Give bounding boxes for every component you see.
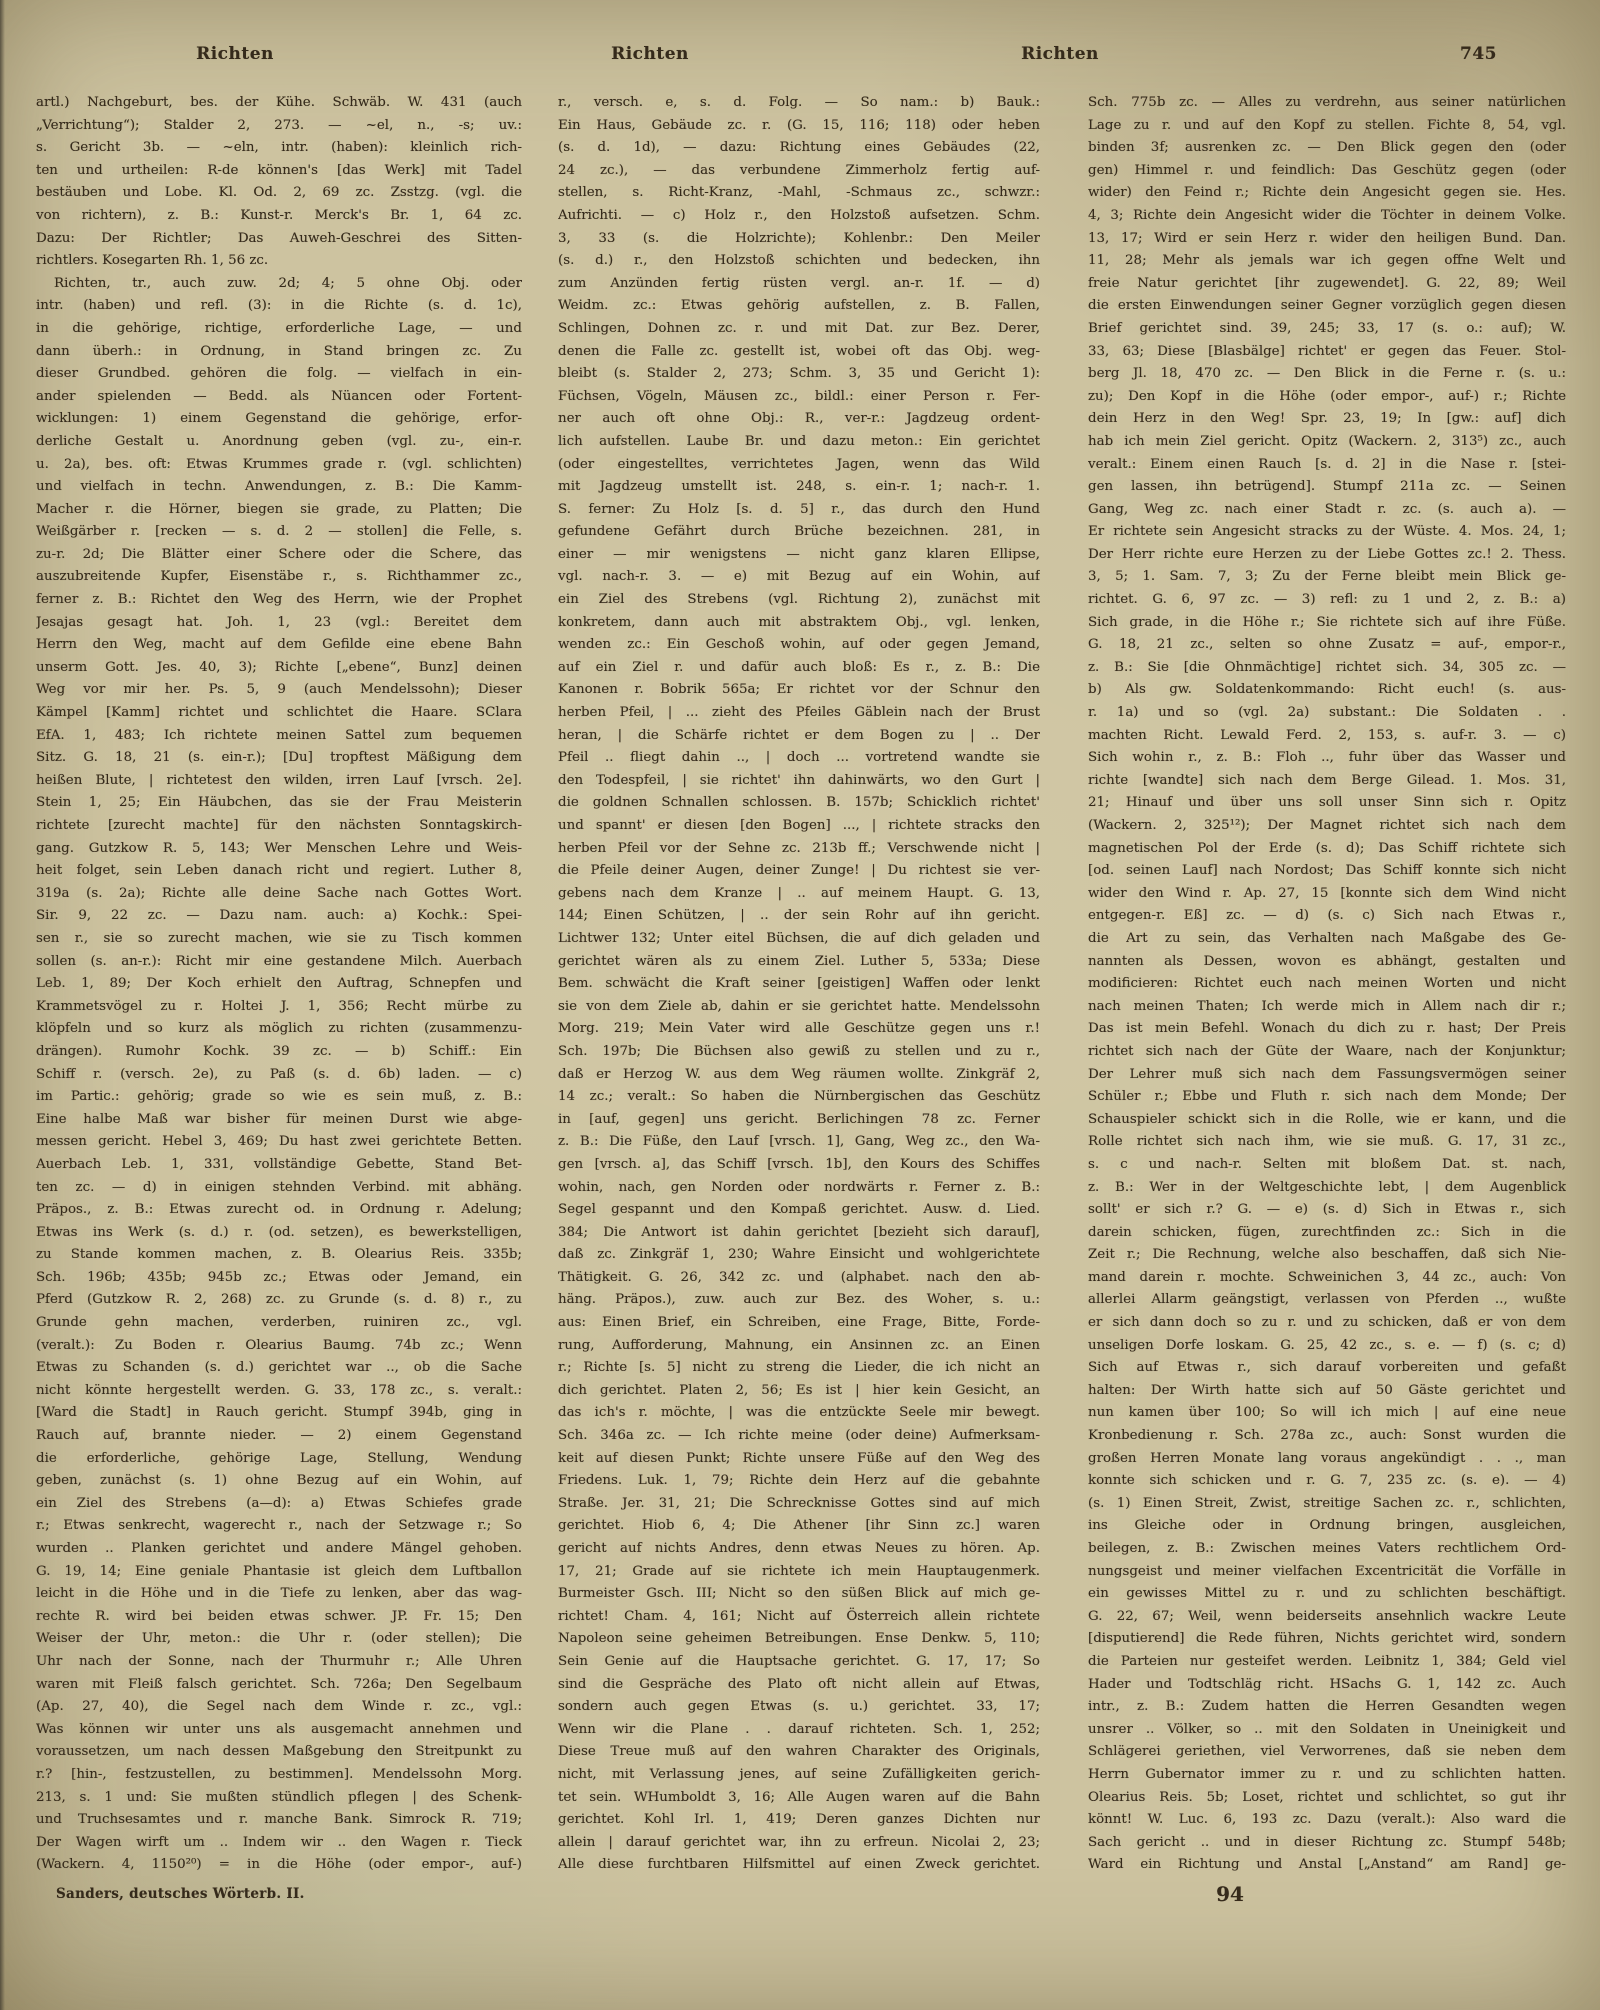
text-line: Ward ein Richtung und Anstal [„Anstand“ am Rand] ge- bbox=[1088, 1857, 1566, 1873]
text-line: beilegen, z. B.: Zwischen meines Vaters rechtlichem Ord- bbox=[1088, 1541, 1566, 1556]
text-line: die ersten Einwendungen seiner Gegner vorzüglich gegen diesen bbox=[1088, 298, 1566, 314]
text-line: 3, 5; 1. Sam. 7, 3; Zu der Ferne bleibt mein Blick ge- bbox=[1088, 569, 1566, 585]
text-line: heit folget, sein Leben danach richt und regiert. Luther 8, bbox=[36, 863, 522, 879]
text-line: derliche Gestalt u. Anordnung geben (vgl. zu-, ein-r. bbox=[36, 433, 522, 449]
text-line: und vielfach in techn. Anwendungen, z. B.: Die Kamm- bbox=[36, 479, 522, 495]
text-line: entgegen-r. Eß] zc. — d) (s. c) Sich nach Etwas r., bbox=[1088, 908, 1566, 924]
text-line: Richten, tr., auch zuw. 2d; 4; 5 ohne Obj. oder bbox=[54, 275, 522, 291]
text-line: ner auch oft ohne Obj.: R., ver-r.: Jagdzeug ordent- bbox=[558, 411, 1040, 427]
text-line: waren mit Fleiß falsch gerichtet. Sch. 726a; Den Segelbaum bbox=[36, 1676, 522, 1692]
text-line: unserm Gott. Jes. 40, 3); Richte [„ebene“, Bunz] deinen bbox=[36, 659, 522, 675]
text-line: das ich's r. möchte, | was die entzückte Seele mir bewegt. bbox=[558, 1405, 1040, 1421]
text-line: Lage zu r. und auf den Kopf zu stellen. Fichte 8, 54, vgl. bbox=[1088, 117, 1566, 133]
text-line: b) Als gw. Soldatenkommando: Richt euch! (s. aus- bbox=[1088, 682, 1566, 698]
column-2 bbox=[558, 92, 1040, 1877]
text-line: von richtern), z. B.: Kunst-r. Merck's Br. 1, 64 zc. bbox=[36, 207, 522, 223]
text-line: Füchsen, Vögeln, Mäusen zc., bildl.: einer Person r. Fer- bbox=[558, 388, 1040, 404]
text-line: Sein Genie auf die Hauptsache gerichtet. G. 17, 17; So bbox=[558, 1653, 1040, 1669]
text-line: modificieren: Richtet euch nach meinen Worten und nicht bbox=[1088, 976, 1566, 992]
text-line: gebens nach dem Kranze | .. auf meinem Haupt. G. 13, bbox=[558, 885, 1040, 901]
text-line: Sch. 197b; Die Büchsen also gewiß zu stellen und zu r., bbox=[558, 1043, 1040, 1059]
text-line: in [auf, gegen] uns gericht. Berlichingen 78 zc. Ferner bbox=[558, 1111, 1040, 1127]
text-line: Morg. 219; Mein Vater wird alle Geschütze gegen uns r.! bbox=[558, 1021, 1040, 1037]
text-line: r.; Etwas senkrecht, wagerecht r., nach der Setzwage r.; So bbox=[36, 1518, 522, 1534]
text-line: Schüler r.; Ebbe und Fluth r. sich nach dem Monde; Der bbox=[1088, 1089, 1566, 1105]
text-line: den Todespfeil, | sie richtet' ihn dahinwärts, wo den Gurt | bbox=[558, 772, 1040, 788]
text-line: Auerbach Leb. 1, 331, vollständige Gebette, Stand Bet- bbox=[36, 1156, 522, 1172]
text-line: auszubreitende Kupfer, Eisenstäbe r., s. Richthammer zc., bbox=[36, 569, 522, 585]
text-line: richtet. G. 6, 97 zc. — 3) refl: zu 1 und 2, z. B.: a) bbox=[1088, 592, 1566, 608]
text-line: Straße. Jer. 31, 21; Die Schrecknisse Gottes sind auf mich bbox=[558, 1495, 1040, 1511]
text-line: Friedens. Luk. 1, 79; Richte dein Herz auf die gebahnte bbox=[558, 1473, 1040, 1489]
text-line: Sitz. G. 18, 21 (s. ein-r.); [Du] tropftest Mäßigung dem bbox=[36, 750, 522, 766]
text-line: s. Gericht 3b. — ~eln, intr. (haben): kleinlich rich- bbox=[36, 140, 522, 156]
text-line: Etwas ins Werk (s. d.) r. (od. setzen), es bewerkstelligen, bbox=[36, 1224, 522, 1240]
text-line: Präpos., z. B.: Etwas zurecht od. in Ordnung r. Adelung; bbox=[36, 1202, 522, 1218]
text-line: ein Ziel des Strebens (a—d): a) Etwas Schiefes grade bbox=[36, 1495, 522, 1511]
text-line: (Ap. 27, 40), die Segel nach dem Winde r. zc., vgl.: bbox=[36, 1699, 522, 1715]
text-line: richtete [zurecht machte] für den nächsten Sonntagskirch- bbox=[36, 818, 522, 833]
text-line: 144; Einen Schützen, | .. der sein Rohr auf ihn gericht. bbox=[558, 908, 1040, 924]
text-line: Sich grade, in die Höhe r.; Sie richtete sich auf ihre Füße. bbox=[1088, 614, 1566, 630]
text-line: Pfeil .. fliegt dahin .., | doch ... vortretend wandte sie bbox=[558, 750, 1040, 766]
text-line: dein Herz in den Weg! Spr. 23, 19; In [gw.: auf] dich bbox=[1088, 411, 1566, 427]
text-line: richtet! Cham. 4, 161; Nicht auf Österreich allein richtete bbox=[558, 1608, 1040, 1624]
text-line: zu-r. 2d; Die Blätter einer Schere oder die Schere, das bbox=[36, 546, 522, 562]
text-line: wider) den Feind r.; Richte dein Angesicht gegen sie. Hes. bbox=[1088, 185, 1566, 201]
page-number: 745 bbox=[1460, 44, 1497, 64]
text-line: z. B.: Wer in der Weltgeschichte lebt, | dem Augenblick bbox=[1088, 1179, 1566, 1195]
text-line: denen die Falle zc. gestellt ist, wobei oft das Obj. weg- bbox=[558, 343, 1040, 359]
text-line: nicht könnte hergestellt werden. G. 33, 178 zc., s. veralt.: bbox=[36, 1382, 522, 1398]
text-line: allerlei Allarm geängstigt, verlassen von Pferden .., wußte bbox=[1088, 1292, 1566, 1308]
text-line: nun kamen über 100; So will ich mich | auf eine neue bbox=[1088, 1405, 1566, 1421]
text-line: tet sein. WHumboldt 3, 16; Alle Augen waren auf die Bahn bbox=[558, 1789, 1040, 1805]
text-line: Weidm. zc.: Etwas gehörig aufstellen, z. B. Fallen, bbox=[558, 298, 1040, 314]
text-line: keit auf diesen Punkt; Richte unsere Füße auf den Weg des bbox=[558, 1450, 1040, 1466]
text-line: magnetischen Pol der Erde (s. d); Das Schiff richtete sich bbox=[1088, 840, 1566, 856]
text-line: rung, Aufforderung, Mahnung, ein Ansinnen zc. an Einen bbox=[558, 1337, 1040, 1353]
text-line: dich gerichtet. Platen 2, 56; Es ist | hier kein Gesicht, an bbox=[558, 1382, 1040, 1398]
text-line: dann überh.: in Ordnung, in Stand bringen zc. Zu bbox=[36, 343, 522, 359]
text-line: zu); Den Kopf in die Höhe (oder empor-, auf-) r.; Richte bbox=[1088, 388, 1566, 404]
running-title-center: Richten bbox=[611, 44, 689, 64]
text-line: richte [wandte] sich nach dem Berge Gilead. 1. Mos. 31, bbox=[1088, 772, 1566, 788]
text-line: ins Gleiche oder in Ordnung bringen, ausgleichen, bbox=[1088, 1518, 1566, 1534]
text-line: vgl. nach-r. 3. — e) mit Bezug auf ein Wohin, auf bbox=[558, 569, 1040, 585]
text-line: r.; Richte [s. 5] nicht zu streng die Lieder, die ich nicht an bbox=[558, 1360, 1040, 1376]
text-line: Olearius Reis. 5b; Loset, richtet und schlichtet, so gut ihr bbox=[1088, 1789, 1566, 1805]
text-line: 4, 3; Richte dein Angesicht wider die Töchter in deinem Volke. bbox=[1088, 207, 1566, 223]
text-line: 13, 17; Wird er sein Herz r. wider den heiligen Bund. Dan. bbox=[1088, 230, 1566, 246]
text-line: Krammetsvögel zu r. Holtei J. 1, 356; Recht mürbe zu bbox=[36, 998, 522, 1014]
text-line: 24 zc.), — das verbundene Zimmerholz fertig auf- bbox=[558, 162, 1040, 178]
text-line: ein Ziel des Strebens (vgl. Richtung 2), zunächst mit bbox=[558, 592, 1040, 608]
text-line: großen Herren Monate lang voraus angekündigt . . ., man bbox=[1088, 1450, 1566, 1466]
text-line: wurden .. Planken gerichtet und andere Mängel gehoben. bbox=[36, 1541, 522, 1556]
text-line: lich aufstellen. Laube Br. und dazu meton.: Ein gerichtet bbox=[558, 433, 1040, 449]
text-line: Rauch auf, brannte nieder. — 2) einem Gegenstand bbox=[36, 1428, 522, 1444]
text-line: konkretem, dann auch mit abstraktem Obj., vgl. lenken, bbox=[558, 614, 1040, 630]
text-line: gang. Gutzkow R. 5, 143; Wer Menschen Lehre und Weis- bbox=[36, 840, 522, 856]
text-line: richtet sich nach der Güte der Waare, nach der Konjunktur; bbox=[1088, 1043, 1566, 1059]
text-line: nungsgeist und meiner vielfachen Excentricität die Vorfälle in bbox=[1088, 1563, 1566, 1579]
text-line: intr. (haben) und refl. (3): in die Richte (s. d. 1c), bbox=[36, 298, 522, 314]
text-line: u. 2a), bes. oft: Etwas Krummes grade r. (vgl. schlichten) bbox=[36, 456, 522, 472]
text-line: zum Anzünden fertig rüsten vergl. an-r. 1f. — d) bbox=[558, 275, 1040, 291]
text-line: (Wackern. 2, 325¹²); Der Magnet richtet sich nach dem bbox=[1088, 818, 1566, 833]
text-line: veralt.: Einem einen Rauch [s. d. 2] in die Nase r. [stei- bbox=[1088, 456, 1566, 472]
text-line: gerichtet. Kohl Irl. 1, 419; Deren ganzes Dichten nur bbox=[558, 1812, 1040, 1828]
text-line: Schlägerei geriethen, viel Verworrenes, daß sie neben dem bbox=[1088, 1744, 1566, 1760]
text-line: mand darein r. mochte. Schweinichen 3, 44 zc., auch: Von bbox=[1088, 1269, 1566, 1285]
text-line: Hader und Todtschläg richt. HSachs G. 1, 142 zc. Auch bbox=[1088, 1676, 1566, 1692]
text-line: Brief gerichtet sind. 39, 245; 33, 17 (s. o.: auf); W. bbox=[1088, 320, 1566, 336]
text-line: z. B.: Sie [die Ohnmächtige] richtet sich. 34, 305 zc. — bbox=[1088, 659, 1566, 675]
text-line: einer — mir wenigstens — nicht ganz klaren Ellipse, bbox=[558, 546, 1040, 562]
text-line: die Pfeile deiner Augen, deiner Zunge! | Du richtest sie ver- bbox=[558, 863, 1040, 879]
text-line: wohin, nach, gen Norden oder nordwärts r. Ferner z. B.: bbox=[558, 1179, 1040, 1195]
text-line: Burmeister Gsch. III; Nicht so den süßen Blick auf mich ge- bbox=[558, 1586, 1040, 1602]
text-line: binden 3f; ausrenken zc. — Den Blick gegen den (oder bbox=[1088, 140, 1566, 156]
text-line: sollt' er sich r.? G. — e) (s. d) Sich in Etwas r., sich bbox=[1088, 1202, 1566, 1218]
text-line: Weiser der Uhr, meton.: die Uhr r. (oder stellen); Die bbox=[36, 1631, 522, 1647]
text-line: Weißgärber r. [recken — s. d. 2 — stollen] die Felle, s. bbox=[36, 524, 522, 540]
text-line: dieser Grundbed. gehören die folg. — vielfach in ein- bbox=[36, 366, 522, 382]
text-line: Sch. 196b; 435b; 945b zc.; Etwas oder Jemand, ein bbox=[36, 1269, 522, 1285]
text-line: sie von dem Ziele ab, dahin er sie gerichtet hatte. Mendelssohn bbox=[558, 998, 1040, 1014]
text-line: nicht, mit Verlassung jenes, auf seine Zufälligkeiten gerich- bbox=[558, 1766, 1040, 1782]
text-line: unsrer .. Völker, so .. mit den Soldaten in Uneinigkeit und bbox=[1088, 1721, 1566, 1737]
text-line: r.? [hin-, festzustellen, zu bestimmen]. Mendelssohn Morg. bbox=[36, 1766, 522, 1782]
text-line: Sir. 9, 22 zc. — Dazu nam. auch: a) Kochk.: Spei- bbox=[36, 908, 522, 924]
text-line: leicht in die Höhe und in die Tiefe zu lenken, aber das wag- bbox=[36, 1586, 522, 1602]
text-line: gefundene Gefährt durch Brüche bezeichnen. 281, in bbox=[558, 524, 1040, 540]
text-line: Sch. 346a zc. — Ich richte meine (oder deine) Aufmerksam- bbox=[558, 1428, 1040, 1444]
text-line: hab ich mein Ziel gericht. Opitz (Wackern. 2, 313⁵) zc., auch bbox=[1088, 433, 1566, 449]
text-line: Der Wagen wirft um .. Indem wir .. den Wagen r. Tieck bbox=[36, 1834, 522, 1850]
text-line: G. 19, 14; Eine geniale Phantasie ist gleich dem Luftballon bbox=[36, 1563, 522, 1579]
text-line: sondern auch gegen Etwas (s. u.) gerichtet. 33, 17; bbox=[558, 1699, 1040, 1715]
text-line: und spannt' er diesen [den Bogen] ..., | richtete stracks den bbox=[558, 818, 1040, 833]
text-line: richtlers. Kosegarten Rh. 1, 56 zc. bbox=[36, 253, 269, 269]
text-line: 21; Hinauf und über uns soll unser Sinn sich r. Opitz bbox=[1088, 795, 1566, 811]
text-line: machten Richt. Lewald Ferd. 2, 153, s. auf-r. 3. — c) bbox=[1088, 727, 1566, 743]
text-line: 11, 28; Mehr als jemals war ich gegen offne Welt und bbox=[1088, 253, 1566, 269]
text-line: Grunde gehn machen, verderben, ruiniren zc., vgl. bbox=[36, 1315, 522, 1331]
text-line: nannten als Dessen, wovon es abhängt, gestalten und bbox=[1088, 953, 1566, 969]
text-line: gen lassen, ihn betrügend]. Stumpf 211a zc. — Seinen bbox=[1088, 479, 1566, 495]
text-line: (oder eingestelltes, verrichtetes Jagen, wenn das Wild bbox=[558, 456, 1040, 472]
text-line: r., versch. e, s. d. Folg. — So nam.: b) Bauk.: bbox=[558, 95, 1040, 110]
text-line: (s. d. 1d), — dazu: Richtung eines Gebäudes (22, bbox=[558, 140, 1040, 156]
text-line: herben Pfeil vor der Sehne zc. 213b ff.; Verschwende nicht | bbox=[558, 840, 1040, 856]
text-line: Eine halbe Maß war bisher für meinen Durst wie abge- bbox=[36, 1111, 522, 1127]
text-line: könnt! W. Luc. 6, 193 zc. Dazu (veralt.): Also ward die bbox=[1088, 1812, 1566, 1828]
text-line: Dazu: Der Richtler; Das Auweh-Geschrei des Sitten- bbox=[36, 230, 522, 246]
text-line: bleibt (s. Stalder 2, 273; Schm. 3, 35 und Gericht 1): bbox=[558, 366, 1040, 382]
text-line: (s. 1) Einen Streit, Zwist, streitige Sachen zc. r., schlichten, bbox=[1088, 1495, 1566, 1511]
text-line: Kanonen r. Bobrik 565a; Er richtet vor der Schnur den bbox=[558, 682, 1040, 698]
text-line: daß er Herzog W. aus dem Weg räumen wollte. Zinkgräf 2, bbox=[558, 1066, 1040, 1082]
text-line: er sich dann doch so zu r. und zu schicken, daß er von dem bbox=[1088, 1315, 1566, 1331]
text-line: Sich auf Etwas r., sich darauf vorbereiten und gefaßt bbox=[1088, 1360, 1566, 1376]
text-line: gerichtet. Hiob 6, 4; Die Athener [ihr Sinn zc.] waren bbox=[558, 1518, 1040, 1534]
text-line: und Truchsesamtes und r. manche Bank. Simrock R. 719; bbox=[36, 1812, 522, 1828]
text-line: daß zc. Zinkgräf 1, 230; Wahre Einsicht und wohlgerichtete bbox=[558, 1247, 1040, 1263]
text-line: EfA. 1, 483; Ich richtete meinen Sattel zum bequemen bbox=[36, 727, 522, 743]
text-line: Herrn den Weg, macht auf dem Gefilde eine ebene Bahn bbox=[36, 637, 522, 653]
text-line: Uhr nach der Sonne, nach der Thurmuhr r.; Alle Uhren bbox=[36, 1653, 522, 1669]
text-line: gen [vrsch. a], das Schiff [vrsch. 1b], den Kours des Schiffes bbox=[558, 1156, 1040, 1172]
sheet-number: 94 bbox=[1216, 1882, 1244, 1906]
text-line: Bem. schwächt die Kraft seiner [geistigen] Waffen oder lenkt bbox=[558, 976, 1040, 992]
text-line: r. 1a) und so (vgl. 2a) substant.: Die Soldaten . . bbox=[1088, 705, 1566, 721]
text-line: mit Jagdzeug umstellt ist. 248, s. ein-r. 1; nach-r. 1. bbox=[558, 479, 1040, 495]
text-line: Ein Haus, Gebäude zc. r. (G. 15, 116; 118) oder heben bbox=[558, 117, 1040, 133]
text-line: Gang, Weg zc. nach einer Stadt r. zc. (s. auch a). — bbox=[1088, 501, 1566, 517]
text-line: konnte sich schicken und r. G. 7, 235 zc. (s. e). — 4) bbox=[1088, 1473, 1566, 1489]
text-line: freie Natur gerichtet [ihr zugewendet]. G. 22, 89; Weil bbox=[1088, 275, 1566, 291]
text-line: Sach gericht .. und in dieser Richtung zc. Stumpf 548b; bbox=[1088, 1834, 1566, 1850]
text-line: [disputierend] die Rede führen, Nichts gerichtet wird, sondern bbox=[1088, 1631, 1566, 1647]
text-line: Lichtwer 132; Unter eitel Büchsen, die auf dich geladen und bbox=[558, 930, 1040, 946]
text-line: Macher r. die Hörner, biegen sie grade, zu Platten; Die bbox=[36, 501, 522, 517]
text-line: berg Jl. 18, 470 zc. — Den Blick in die Ferne r. (s. u.: bbox=[1088, 366, 1566, 382]
text-line: [od. seinen Lauf] nach Nordost; Das Schiff konnte sich nicht bbox=[1088, 863, 1566, 879]
text-line: artl.) Nachgeburt, bes. der Kühe. Schwäb. W. 431 (auch bbox=[36, 95, 522, 110]
text-line: sen r., sie so zurecht machen, wie sie zu Tisch kommen bbox=[36, 930, 522, 946]
text-line: (Wackern. 4, 1150²⁰) = in die Höhe (oder empor-, auf-) bbox=[36, 1857, 522, 1873]
text-line: sollen (s. an-r.): Richt mir eine gestandene Milch. Auerbach bbox=[36, 953, 522, 969]
text-line: S. ferner: Zu Holz [s. d. 5] r., das durch den Hund bbox=[558, 501, 1040, 517]
text-line: Kämpel [Kamm] richtet und schlichtet die Haare. SClara bbox=[36, 705, 522, 721]
text-line: ander spielenden — Bedd. als Nüancen oder Fortent- bbox=[36, 388, 522, 404]
text-line: „Verrichtung“); Stalder 2, 273. — ~el, n., -s; uv.: bbox=[36, 117, 522, 133]
text-line: Sich wohin r., z. B.: Floh .., fuhr über das Wasser und bbox=[1088, 750, 1566, 766]
text-line: gen) Himmel r. und feindlich: Das Geschütz gegen (oder bbox=[1088, 162, 1566, 178]
text-line: intr., z. B.: Zudem hatten die Herren Gesandten wegen bbox=[1088, 1699, 1566, 1715]
text-line: häng. Präpos.), zuw. auch zur Bez. des Woher, s. u.: bbox=[558, 1292, 1040, 1308]
text-line: darein schicken, fügen, zurechtfinden zc.: Sich in die bbox=[1088, 1224, 1566, 1240]
text-line: ten und urtheilen: R-de können's [das Werk] mit Tadel bbox=[36, 162, 522, 178]
text-line: geben, zunächst (s. 1) ohne Bezug auf ein Wohin, auf bbox=[36, 1473, 522, 1489]
text-line: wider den Wind r. Ap. 27, 15 [konnte sich dem Wind nicht bbox=[1088, 885, 1566, 901]
text-line: 17, 21; Grade auf sie richtete ich mein Hauptaugenmerk. bbox=[558, 1563, 1040, 1579]
text-line: herben Pfeil, | ... zieht des Pfeiles Gäblein nach der Brust bbox=[558, 705, 1040, 721]
text-line: Was können wir unter uns als ausgemacht annehmen und bbox=[36, 1721, 522, 1737]
text-line: 213, s. 1 und: Sie mußten stündlich pflegen | des Schenk- bbox=[36, 1789, 522, 1805]
text-line: Napoleon seine geheimen Betreibungen. Ense Denkw. 5, 110; bbox=[558, 1631, 1040, 1647]
column-1 bbox=[36, 92, 522, 1877]
text-line: bestäuben und Lobe. Kl. Od. 2, 69 zc. Zsstzg. (vgl. die bbox=[36, 185, 522, 201]
printer-signature: Sanders, deutsches Wörterb. II. bbox=[56, 1886, 305, 1902]
text-line: rechte R. wird bei beiden etwas schwer. JP. Fr. 15; Den bbox=[36, 1608, 522, 1624]
text-line: Jesajas gesagt hat. Joh. 1, 23 (vgl.: Bereitet dem bbox=[36, 614, 522, 630]
text-line: Das ist mein Befehl. Wonach du dich zu r. hast; Der Preis bbox=[1088, 1021, 1566, 1037]
text-line: messen gericht. Hebel 3, 469; Du hast zwei gerichtete Betten. bbox=[36, 1134, 522, 1150]
text-line: Schauspieler schickt sich in die Rolle, wie er kann, und die bbox=[1088, 1111, 1566, 1127]
text-line: klöpfeln und so kurz als möglich zu richten (zusammenzu- bbox=[36, 1021, 522, 1037]
text-line: Aufrichti. — c) Holz r., den Holzstoß aufsetzen. Schm. bbox=[558, 207, 1040, 223]
text-line: halten: Der Wirth hatte sich auf 50 Gäste gerichtet und bbox=[1088, 1382, 1566, 1398]
text-line: auf ein Ziel r. und dafür auch bloß: Es r., z. B.: Die bbox=[558, 659, 1040, 675]
text-line: Stein 1, 25; Ein Häubchen, das sie der Frau Meisterin bbox=[36, 795, 522, 811]
text-line: 14 zc.; veralt.: So haben die Nürnbergischen das Geschütz bbox=[558, 1089, 1040, 1105]
text-line: Der Lehrer muß sich nach dem Fassungsvermögen seiner bbox=[1088, 1066, 1566, 1082]
text-line: drängen). Rumohr Kochk. 39 zc. — b) Schiff.: Ein bbox=[36, 1043, 522, 1059]
text-line: voraussetzen, um nach dessen Maßgebung den Streitpunkt zu bbox=[36, 1744, 522, 1760]
text-line: Wenn wir die Plane . . darauf richteten. Sch. 1, 252; bbox=[558, 1721, 1040, 1737]
running-title-left: Richten bbox=[196, 44, 274, 64]
text-line: z. B.: Die Füße, den Lauf [vrsch. 1], Gang, Weg zc., den Wa- bbox=[558, 1134, 1040, 1150]
text-line: G. 22, 67; Weil, wenn beiderseits ansehnlich wackre Leute bbox=[1088, 1608, 1566, 1624]
text-line: 3, 33 (s. die Holzrichte); Kohlenbr.: Den Meiler bbox=[558, 230, 1040, 246]
text-line: unseligen Dorfe loskam. G. 25, 42 zc., s. e. — f) (s. c; d) bbox=[1088, 1337, 1566, 1353]
text-line: die erforderliche, gehörige Lage, Stellung, Wendung bbox=[36, 1450, 522, 1466]
text-line: Diese Treue muß auf den wahren Charakter des Originals, bbox=[558, 1744, 1040, 1760]
text-line: allein | darauf gerichtet war, ihn zu erfreun. Nicolai 2, 23; bbox=[558, 1834, 1040, 1850]
text-line: (s. d.) r., den Holzstoß schichten und bedecken, ihn bbox=[558, 253, 1040, 269]
text-line: im Partic.: gehörig; grade so wie es sein muß, z. B.: bbox=[36, 1089, 522, 1105]
text-line: die goldnen Schnallen schlossen. B. 157b; Schicklich richtet' bbox=[558, 795, 1040, 811]
text-line: in die gehörige, richtige, erforderliche Lage, — und bbox=[36, 320, 522, 336]
text-line: ein gewisses Mittel zu r. und zu schlichten beschäftigt. bbox=[1088, 1586, 1566, 1602]
text-line: Alle diese furchtbaren Hilfsmittel auf einen Zweck gerichtet. bbox=[558, 1857, 1040, 1873]
text-line: Leb. 1, 89; Der Koch erhielt den Auftrag, Schnepfen und bbox=[36, 976, 522, 992]
text-line: (veralt.): Zu Boden r. Olearius Baumg. 74b zc.; Wenn bbox=[36, 1337, 522, 1353]
running-title-right: Richten bbox=[1021, 44, 1099, 64]
text-line: Zeit r.; Die Rechnung, welche also beschaffen, daß sich Nie- bbox=[1088, 1247, 1566, 1263]
text-line: zu Stande kommen machen, z. B. Olearius Reis. 335b; bbox=[36, 1247, 522, 1263]
text-line: ferner z. B.: Richtet den Weg des Herrn, wie der Prophet bbox=[36, 592, 522, 608]
text-line: Herrn Gubernator immer zu r. und zu schlichten hatten. bbox=[1088, 1766, 1566, 1782]
text-line: G. 18, 21 zc., selten so ohne Zusatz = auf-, empor-r., bbox=[1088, 637, 1566, 653]
text-line: gericht auf nichts Andres, denn etwas Neues zu hören. Ap. bbox=[558, 1541, 1040, 1556]
text-line: wicklungen: 1) einem Gegenstand die gehörige, erfor- bbox=[36, 411, 522, 427]
text-line: Der Herr richte eure Herzen zu der Liebe Gottes zc.! 2. Thess. bbox=[1088, 546, 1566, 562]
text-line: [Ward die Stadt] in Rauch gericht. Stumpf 394b, ging in bbox=[36, 1405, 522, 1421]
text-line: Rolle richtet sich nach ihm, wie sie muß. G. 17, 31 zc., bbox=[1088, 1134, 1566, 1150]
text-line: die Parteien nur gesteifet werden. Leibnitz 1, 384; Geld viel bbox=[1088, 1653, 1566, 1669]
text-line: Thätigkeit. G. 26, 342 zc. und (alphabet. nach den ab- bbox=[558, 1269, 1040, 1285]
text-line: Schiff r. (versch. 2e), zu Paß (s. d. 6b) laden. — c) bbox=[36, 1066, 522, 1082]
text-line: s. c und nach-r. Selten mit bloßem Dat. st. nach, bbox=[1088, 1156, 1566, 1172]
text-line: aus: Einen Brief, ein Schreiben, eine Frage, Bitte, Forde- bbox=[558, 1315, 1040, 1331]
text-line: Sch. 775b zc. — Alles zu verdrehn, aus seiner natürlichen bbox=[1088, 95, 1566, 110]
text-line: Segel gespannt und den Kompaß gerichtet. Ausw. d. Lied. bbox=[558, 1202, 1040, 1218]
text-line: Weg vor mir her. Ps. 5, 9 (auch Mendelssohn); Dieser bbox=[36, 682, 522, 698]
text-line: Schlingen, Dohnen zc. r. und mit Dat. zur Bez. Derer, bbox=[558, 320, 1040, 336]
text-line: gerichtet wären als zu einem Ziel. Luther 5, 533a; Diese bbox=[558, 953, 1040, 969]
text-line: ten zc. — d) in einigen stehnden Verbind. mit abhäng. bbox=[36, 1179, 522, 1195]
text-line: Kronbedienung r. Sch. 278a zc., auch: Sonst wurden die bbox=[1088, 1428, 1566, 1444]
text-line: Etwas zu Schanden (s. d.) gerichtet war .., ob die Sache bbox=[36, 1360, 522, 1376]
text-line: 319a (s. 2a); Richte alle deine Sache nach Gottes Wort. bbox=[36, 885, 522, 901]
text-line: 384; Die Antwort ist dahin gerichtet [bezieht sich darauf], bbox=[558, 1224, 1040, 1240]
text-line: nach meinen Thaten; Ich werde mich in Allem nach dir r.; bbox=[1088, 998, 1566, 1014]
text-line: Er richtete sein Angesicht stracks zu der Wüste. 4. Mos. 24, 1; bbox=[1088, 524, 1566, 540]
text-line: wenden zc.: Ein Geschoß wohin, auf oder gegen Jemand, bbox=[558, 637, 1040, 653]
text-line: heran, | die Schärfe richtet er dem Bogen zu | .. Der bbox=[558, 727, 1040, 743]
text-line: Pferd (Gutzkow R. 2, 268) zc. zu Grunde (s. d. 8) r., zu bbox=[36, 1292, 522, 1308]
column-3 bbox=[1088, 92, 1566, 1877]
text-line: sind die Gespräche des Plato oft nicht allein auf Etwas, bbox=[558, 1676, 1040, 1692]
text-line: die Art zu sein, das Verhalten nach Maßgabe des Ge- bbox=[1088, 930, 1566, 946]
text-line: stellen, s. Richt-Kranz, -Mahl, -Schmaus zc., schwzr.: bbox=[558, 185, 1040, 201]
text-line: heißen Blute, | richtetest den wilden, irren Lauf [vrsch. 2e]. bbox=[36, 772, 522, 788]
text-line: 33, 63; Diese [Blasbälge] richtet' er gegen das Feuer. Stol- bbox=[1088, 343, 1566, 359]
